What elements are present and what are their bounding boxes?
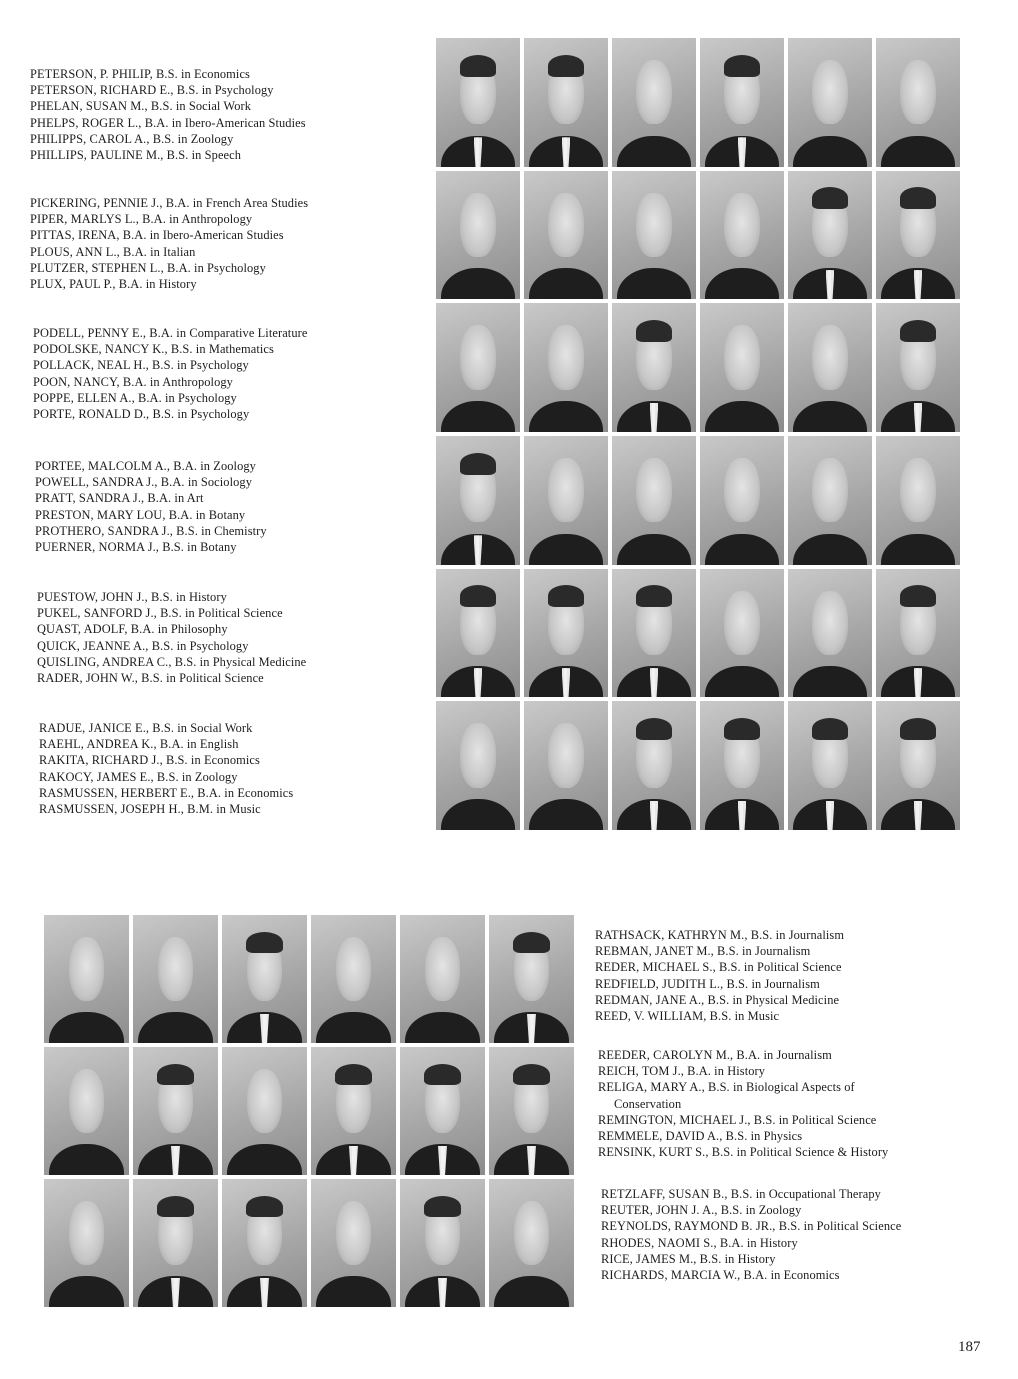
student-portrait — [436, 701, 520, 830]
student-portrait — [311, 1179, 396, 1307]
graduate-entry: RAEHL, ANDREA K., B.A. in English — [39, 737, 239, 752]
student-portrait — [876, 171, 960, 300]
photo-grid-top — [436, 38, 960, 830]
student-portrait — [436, 569, 520, 698]
graduate-entry: RADUE, JANICE E., B.S. in Social Work — [39, 721, 253, 735]
student-portrait — [400, 915, 485, 1043]
student-portrait — [788, 38, 872, 167]
student-portrait — [436, 436, 520, 565]
graduate-entry: PORTE, RONALD D., B.S. in Psychology — [33, 407, 250, 422]
graduate-entry: PETERSON, RICHARD E., B.S. in Psychology — [30, 83, 274, 98]
graduate-entry: POON, NANCY, B.A. in Anthropology — [33, 374, 233, 389]
graduate-entry: REMMELE, DAVID A., B.S. in Physics — [598, 1129, 803, 1144]
graduate-entry: RICHARDS, MARCIA W., B.A. in Economics — [601, 1268, 840, 1283]
student-portrait — [44, 1179, 129, 1307]
student-portrait — [222, 915, 307, 1043]
graduate-entry: RICE, JAMES M., B.S. in History — [601, 1251, 776, 1266]
student-portrait — [612, 569, 696, 698]
graduate-entry: PHILLIPS, PAULINE M., B.S. in Speech — [30, 148, 242, 163]
graduate-entry: PUESTOW, JOHN J., B.S. in History — [37, 590, 227, 604]
graduate-entry: RASMUSSEN, HERBERT E., B.A. in Economics — [39, 785, 294, 800]
student-portrait — [612, 701, 696, 830]
graduate-entry: POLLACK, NEAL H., B.S. in Psychology — [33, 358, 249, 373]
student-portrait — [788, 436, 872, 565]
graduate-entry: REBMAN, JANET M., B.S. in Journalism — [595, 944, 811, 959]
student-portrait — [524, 436, 608, 565]
graduate-entry: Conservation — [614, 1096, 682, 1111]
graduate-entry: RAKOCY, JAMES E., B.S. in Zoology — [39, 769, 238, 784]
student-portrait — [876, 303, 960, 432]
names-block-1 — [30, 66, 306, 163]
graduate-entry: PODELL, PENNY E., B.A. in Comparative Literature — [33, 326, 308, 340]
graduate-entry: REED, V. WILLIAM, B.S. in Music — [595, 1009, 780, 1024]
names-block-2 — [30, 195, 308, 292]
student-portrait — [524, 303, 608, 432]
student-portrait — [612, 436, 696, 565]
graduate-entry: PUKEL, SANFORD J., B.S. in Political Science — [37, 606, 283, 621]
student-portrait — [612, 171, 696, 300]
names-block-4 — [35, 458, 267, 555]
student-portrait — [133, 915, 218, 1043]
graduate-entry: PITTAS, IRENA, B.A. in Ibero-American Studies — [30, 228, 284, 243]
student-portrait — [700, 436, 784, 565]
student-portrait — [612, 303, 696, 432]
student-portrait — [700, 171, 784, 300]
graduate-entry: REICH, TOM J., B.A. in History — [598, 1064, 766, 1079]
student-portrait — [700, 569, 784, 698]
photo-grid-bottom — [44, 915, 574, 1307]
graduate-entry: PROTHERO, SANDRA J., B.S. in Chemistry — [35, 523, 267, 538]
graduate-entry: QUICK, JEANNE A., B.S. in Psychology — [37, 638, 249, 653]
student-portrait — [489, 1179, 574, 1307]
student-portrait — [133, 1047, 218, 1175]
graduate-entry: PHELAN, SUSAN M., B.S. in Social Work — [30, 99, 252, 114]
student-portrait — [524, 171, 608, 300]
student-portrait — [876, 38, 960, 167]
names-block-8 — [598, 1047, 888, 1160]
graduate-entry: PUERNER, NORMA J., B.S. in Botany — [35, 540, 237, 555]
graduate-entry: PODOLSKE, NANCY K., B.S. in Mathematics — [33, 342, 274, 357]
graduate-entry: RAKITA, RICHARD J., B.S. in Economics — [39, 753, 260, 768]
student-portrait — [876, 569, 960, 698]
graduate-entry: RETZLAFF, SUSAN B., B.S. in Occupational Therapy — [601, 1187, 881, 1201]
graduate-entry: PRESTON, MARY LOU, B.A. in Botany — [35, 507, 246, 522]
student-portrait — [524, 701, 608, 830]
student-portrait — [133, 1179, 218, 1307]
student-portrait — [788, 303, 872, 432]
student-portrait — [612, 38, 696, 167]
student-portrait — [524, 569, 608, 698]
graduate-entry: PIPER, MARLYS L., B.A. in Anthropology — [30, 212, 253, 227]
names-block-3 — [33, 325, 307, 422]
student-portrait — [400, 1047, 485, 1175]
graduate-entry: QUAST, ADOLF, B.A. in Philosophy — [37, 622, 228, 637]
graduate-entry: PLUX, PAUL P., B.A. in History — [30, 277, 197, 292]
student-portrait — [876, 436, 960, 565]
graduate-entry: POPPE, ELLEN A., B.A. in Psychology — [33, 390, 237, 405]
page-number: 187 — [958, 1339, 981, 1355]
student-portrait — [44, 915, 129, 1043]
student-portrait — [400, 1179, 485, 1307]
graduate-entry: REEDER, CAROLYN M., B.A. in Journalism — [598, 1048, 832, 1062]
graduate-entry: PLOUS, ANN L., B.A. in Italian — [30, 244, 196, 259]
student-portrait — [436, 303, 520, 432]
graduate-entry: REDFIELD, JUDITH L., B.S. in Journalism — [595, 976, 820, 991]
graduate-entry: PETERSON, P. PHILIP, B.S. in Economics — [30, 67, 250, 81]
graduate-entry: RASMUSSEN, JOSEPH H., B.M. in Music — [39, 802, 261, 817]
names-block-6 — [39, 720, 293, 817]
graduate-entry: QUISLING, ANDREA C., B.S. in Physical Medicine — [37, 654, 307, 669]
student-portrait — [311, 915, 396, 1043]
student-portrait — [311, 1047, 396, 1175]
student-portrait — [788, 569, 872, 698]
graduate-entry: PLUTZER, STEPHEN L., B.A. in Psychology — [30, 260, 266, 275]
graduate-entry: RADER, JOHN W., B.S. in Political Science — [37, 671, 264, 686]
graduate-entry: REDMAN, JANE A., B.S. in Physical Medicine — [595, 992, 840, 1007]
student-portrait — [788, 701, 872, 830]
student-portrait — [700, 701, 784, 830]
graduate-entry: REDER, MICHAEL S., B.S. in Political Science — [595, 960, 842, 975]
student-portrait — [222, 1179, 307, 1307]
student-portrait — [876, 701, 960, 830]
student-portrait — [788, 171, 872, 300]
graduate-entry: PHILIPPS, CAROL A., B.S. in Zoology — [30, 131, 234, 146]
names-block-7 — [595, 927, 844, 1024]
student-portrait — [700, 38, 784, 167]
names-block-5 — [37, 589, 306, 686]
student-portrait — [44, 1047, 129, 1175]
student-portrait — [436, 171, 520, 300]
student-portrait — [489, 915, 574, 1043]
graduate-entry: REYNOLDS, RAYMOND B. JR., B.S. in Political Science — [601, 1219, 902, 1234]
student-portrait — [436, 38, 520, 167]
student-portrait — [700, 303, 784, 432]
student-portrait — [222, 1047, 307, 1175]
names-block-9 — [601, 1186, 901, 1283]
graduate-entry: REMINGTON, MICHAEL J., B.S. in Political Science — [598, 1112, 877, 1127]
graduate-entry: RELIGA, MARY A., B.S. in Biological Aspects of — [598, 1080, 855, 1095]
student-portrait — [489, 1047, 574, 1175]
graduate-entry: PORTEE, MALCOLM A., B.A. in Zoology — [35, 459, 256, 473]
graduate-entry: POWELL, SANDRA J., B.A. in Sociology — [35, 475, 253, 490]
graduate-entry: RATHSACK, KATHRYN M., B.S. in Journalism — [595, 928, 845, 942]
graduate-entry: PICKERING, PENNIE J., B.A. in French Area Studies — [30, 196, 309, 210]
graduate-entry: RENSINK, KURT S., B.S. in Political Science & History — [598, 1145, 889, 1160]
graduate-entry: REUTER, JOHN J. A., B.S. in Zoology — [601, 1203, 802, 1218]
graduate-entry: PRATT, SANDRA J., B.A. in Art — [35, 491, 204, 506]
student-portrait — [524, 38, 608, 167]
graduate-entry: RHODES, NAOMI S., B.A. in History — [601, 1235, 798, 1250]
graduate-entry: PHELPS, ROGER L., B.A. in Ibero-American Studies — [30, 115, 306, 130]
